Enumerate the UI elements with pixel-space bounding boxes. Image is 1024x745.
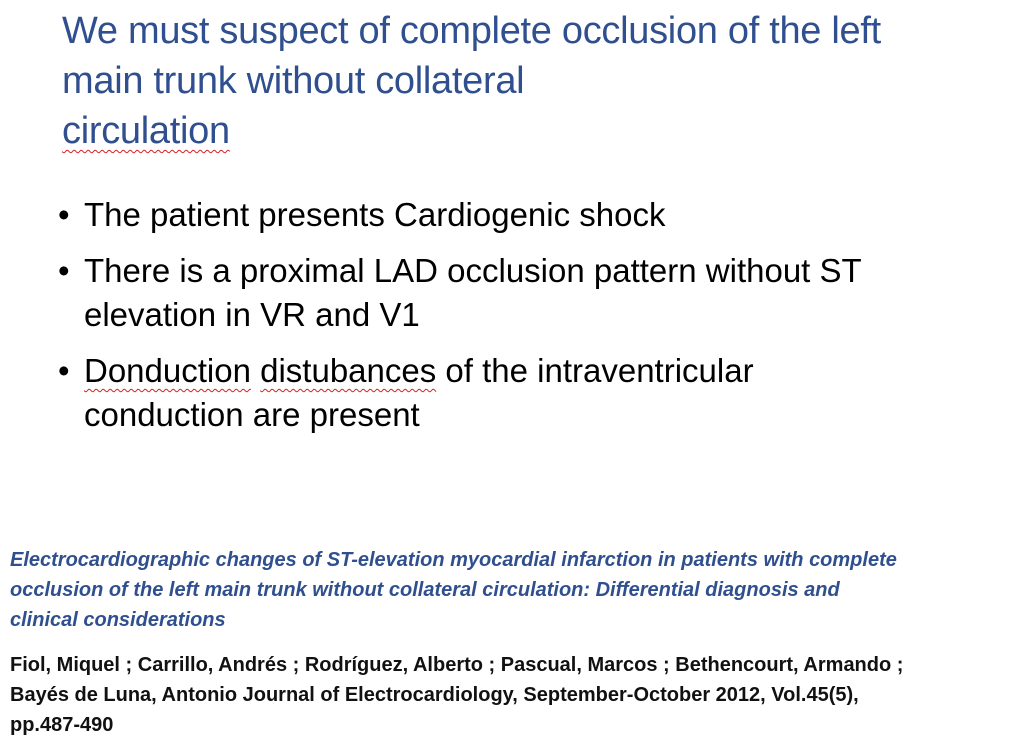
bullet-dot: • xyxy=(58,252,70,289)
spellcheck-underlined-word: distubances xyxy=(260,352,437,389)
reference-citation-line-1: Fiol, Miquel ; Carrillo, Andrés ; Rodríguez, Alberto ; Pascual, Marcos ; Bethencourt, Armando ; xyxy=(10,654,904,676)
bullet-item-cardiogenic-shock xyxy=(58,193,978,237)
bullet-dot: • xyxy=(58,352,70,389)
reference-citation-line-3: pp.487-490 xyxy=(10,714,114,736)
bullet-list xyxy=(58,193,978,449)
reference-article-title xyxy=(10,545,1010,635)
slide-title-line-1: We must suspect of complete occlusion of the left xyxy=(62,10,881,52)
bullet-text-remainder: of the intraventricular xyxy=(436,352,754,389)
reference-citation-line-2: Bayés de Luna, Antonio Journal of Electrocardiology, September-October 2012, Vol.45(5), xyxy=(10,684,859,706)
word-space xyxy=(251,352,260,389)
bullet-text-line-2: conduction are present xyxy=(84,396,420,433)
bullet-text-line-2: elevation in VR and V1 xyxy=(84,296,420,333)
spellcheck-underlined-word: Donduction xyxy=(84,352,251,389)
slide-title-line-2: main trunk without collateral xyxy=(62,60,525,102)
slide-title xyxy=(62,6,1002,156)
reference-title-line-1: Electrocardiographic changes of ST-elevation myocardial infarction in patients with complete xyxy=(10,549,897,571)
bullet-item-lad-occlusion xyxy=(58,249,978,337)
bullet-text-line-1 xyxy=(84,349,978,393)
bullet-dot: • xyxy=(58,196,70,233)
slide-title-line-3 xyxy=(62,106,1002,156)
reference-title-line-3: clinical considerations xyxy=(10,609,226,631)
spellcheck-underlined-word: circulation xyxy=(62,110,230,152)
reference-title-line-2: occlusion of the left main trunk without collateral circulation: Differential diagnosis and xyxy=(10,579,840,601)
bullet-text-line-1: There is a proximal LAD occlusion pattern without ST xyxy=(84,252,862,289)
bullet-text: The patient presents Cardiogenic shock xyxy=(84,196,666,233)
bullet-item-conduction-disturbances xyxy=(58,349,978,437)
reference-citation xyxy=(10,650,1010,740)
